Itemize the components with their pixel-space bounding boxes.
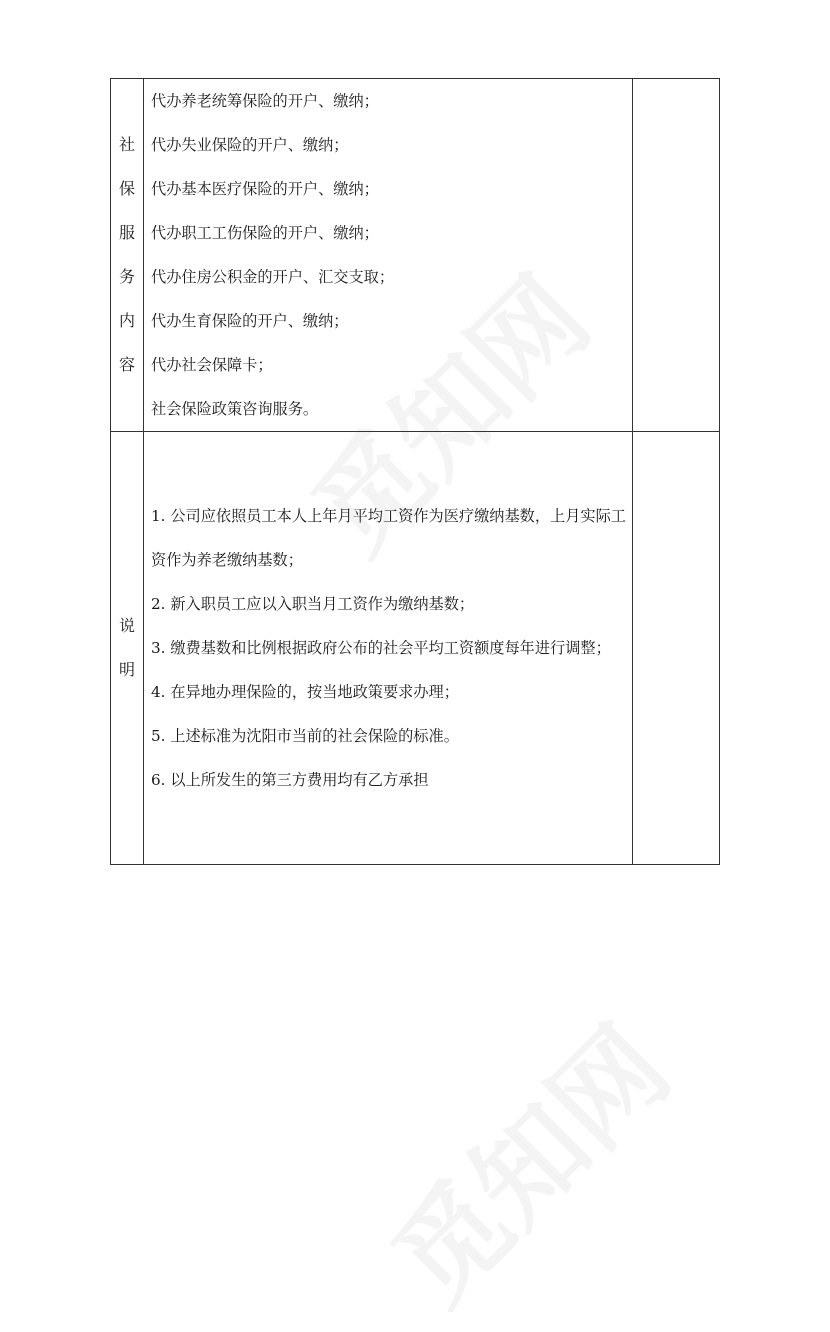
social-security-table [110, 78, 720, 865]
service-item: 代办失业保险的开户、缴纳； [151, 136, 349, 154]
watermark [352, 986, 697, 1331]
service-item: 代办养老统筹保险的开户、缴纳； [151, 92, 379, 110]
label-char: 明 [118, 660, 135, 679]
service-content-row [111, 79, 720, 432]
service-item: 代办住房公积金的开户、汇交支取； [151, 268, 394, 286]
empty-cell [633, 79, 720, 432]
label-char: 务 [118, 267, 135, 286]
notes-label [111, 432, 144, 865]
label-char: 说 [118, 616, 135, 635]
note-item: 5. 上述标准为沈阳市当前的社会保险的标准。 [151, 727, 459, 745]
label-char: 社 [118, 135, 135, 154]
note-item: 6. 以上所发生的第三方费用均有乙方承担 [151, 771, 429, 789]
notes-list [144, 432, 633, 865]
service-item: 社会保险政策咨询服务。 [151, 400, 319, 418]
note-item: 4. 在异地办理保险的，按当地政策要求办理； [151, 683, 459, 701]
service-item: 代办职工工伤保险的开户、缴纳； [151, 224, 379, 242]
notes-row [111, 432, 720, 865]
label-char: 容 [118, 355, 135, 374]
empty-cell [633, 432, 720, 865]
service-item: 代办社会保障卡； [151, 356, 273, 374]
note-item: 2. 新入职员工应以入职当月工资作为缴纳基数； [151, 595, 475, 613]
service-item: 代办生育保险的开户、缴纳； [151, 312, 349, 330]
service-content-label [111, 79, 144, 432]
service-item: 代办基本医疗保险的开户、缴纳； [151, 180, 379, 198]
label-char: 内 [118, 311, 135, 330]
note-item: 3. 缴费基数和比例根据政府公布的社会平均工资额度每年进行调整； [151, 639, 611, 657]
note-item: 1. 公司应依照员工本人上年月平均工资作为医疗缴纳基数，上月实际工资作为养老缴纳基数； [151, 507, 626, 569]
service-content-list [144, 79, 633, 432]
label-char: 保 [118, 179, 135, 198]
label-char: 服 [118, 223, 135, 242]
